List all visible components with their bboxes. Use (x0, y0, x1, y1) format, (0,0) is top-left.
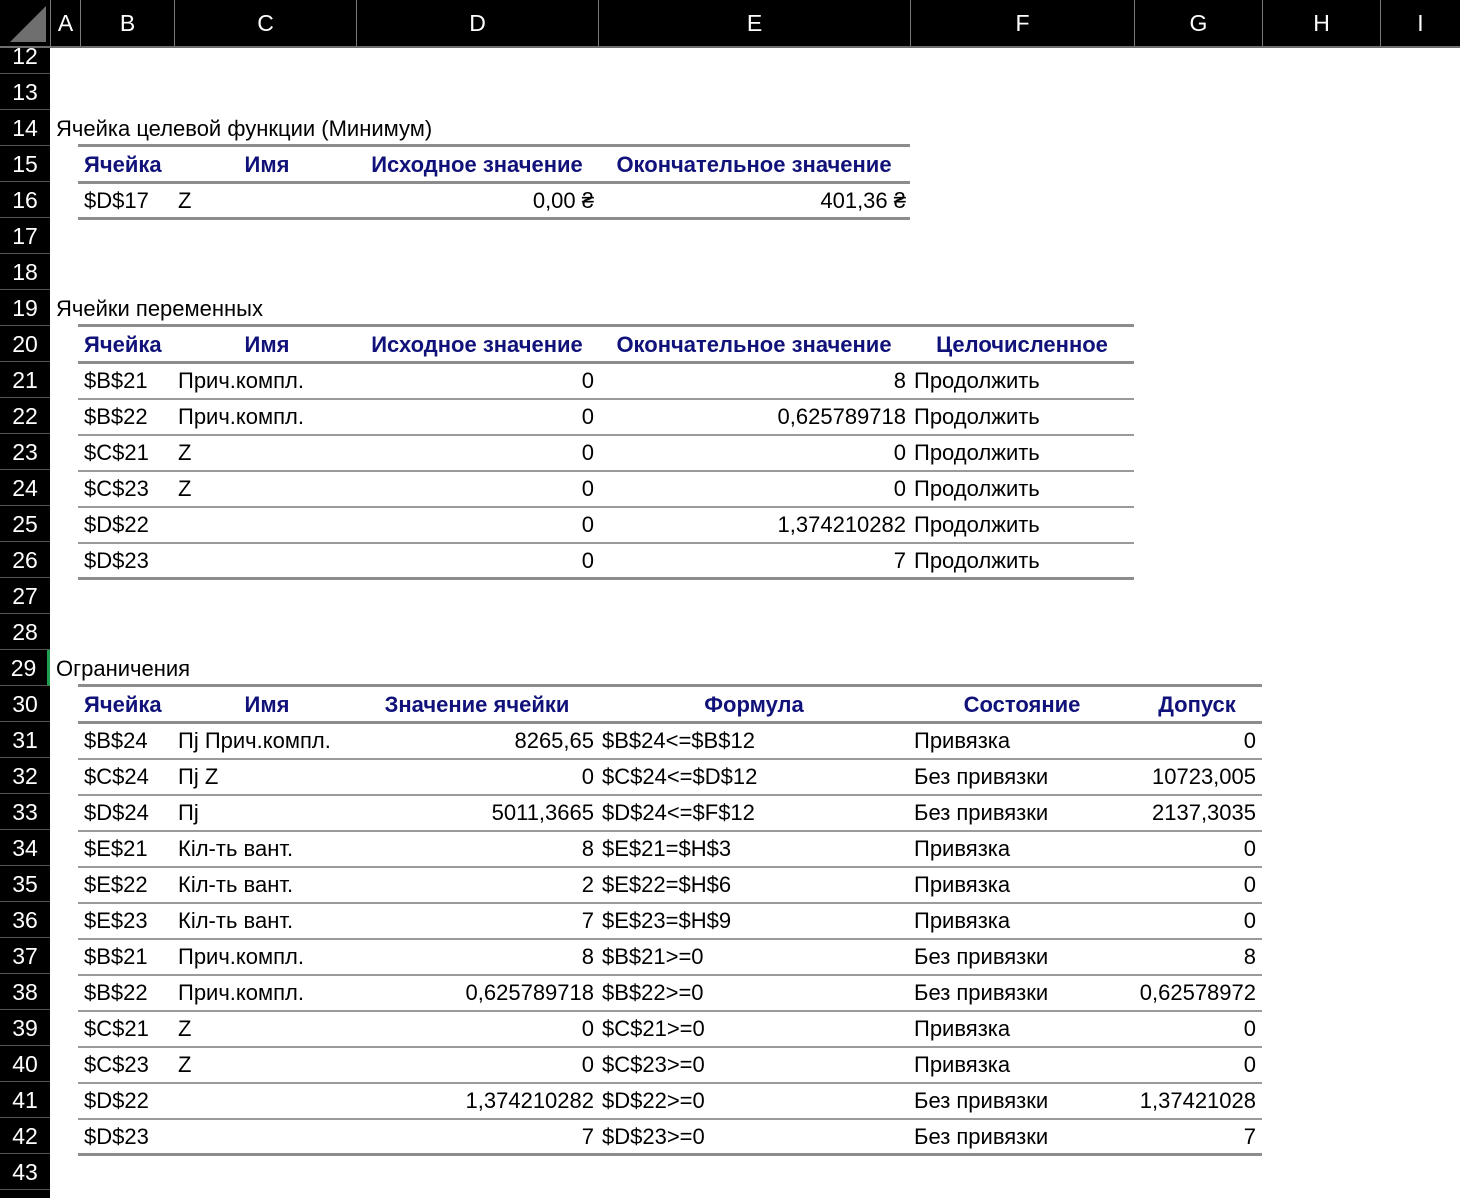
constraints-cell: $C$23 (84, 1052, 149, 1077)
variables-section-title: Ячейки переменных (56, 296, 263, 321)
row-header-20[interactable]: 20 (0, 326, 50, 362)
row-header-13[interactable]: 13 (0, 74, 50, 110)
variables-cell: 0 (581, 404, 594, 429)
objective-cell: Z (178, 188, 192, 213)
constraints-cell: 0 (1243, 1052, 1256, 1077)
constraints-cell: $E$22 (84, 872, 148, 897)
row-header-17[interactable]: 17 (0, 218, 50, 254)
constraints-cell: $E$21 (84, 836, 148, 861)
variables-cell: $D$22 (84, 512, 149, 537)
variables-cell: $B$22 (84, 404, 148, 429)
constraints-cell: Привязка (914, 836, 1011, 861)
constraints-cell: $E$22=$H$6 (602, 872, 732, 897)
variables-cell: Продолжить (914, 548, 1040, 573)
constraints-column-header: Ячейка (84, 692, 162, 717)
column-header-d[interactable]: D (356, 0, 598, 46)
constraints-cell: Привязка (914, 728, 1011, 753)
row-header-26[interactable]: 26 (0, 542, 50, 578)
variables-column-header: Ячейка (84, 332, 162, 357)
constraints-section-title: Ограничения (56, 656, 191, 681)
constraints-cell: 0 (1243, 728, 1256, 753)
constraints-cell: Пj Прич.компл. (178, 728, 331, 753)
objective-column-header: Окончательное значение (616, 152, 892, 177)
constraints-cell: $C$24<=$D$12 (602, 764, 758, 789)
constraints-cell: 7 (581, 1124, 594, 1149)
constraints-cell: Z (178, 1016, 192, 1041)
variables-cell: 1,374210282 (777, 512, 906, 537)
row-header-16[interactable]: 16 (0, 182, 50, 218)
constraints-column-header: Имя (244, 692, 290, 717)
variables-cell: Продолжить (914, 368, 1040, 393)
row-header-bar (0, 43, 50, 1198)
constraints-cell: Без привязки (914, 980, 1049, 1005)
constraints-cell (178, 1083, 356, 1119)
constraints-cell: Без привязки (914, 764, 1049, 789)
variables-cell: 0 (581, 440, 594, 465)
column-header-i[interactable]: I (1380, 0, 1460, 46)
row-header-28[interactable]: 28 (0, 614, 50, 650)
variables-cell: 0 (581, 548, 594, 573)
constraints-cell: 2 (581, 872, 594, 897)
variables-cell: Продолжить (914, 512, 1040, 537)
constraints-cell: 0 (1243, 1016, 1256, 1041)
variables-cell: 0 (581, 476, 594, 501)
variables-cell: $C$21 (84, 440, 149, 465)
objective-bottom-border (78, 217, 910, 220)
constraints-cell: $C$23>=0 (602, 1052, 705, 1077)
constraints-cell: Привязка (914, 908, 1011, 933)
variables-bottom-border (78, 577, 1134, 580)
variables-cell: Прич.компл. (178, 368, 305, 393)
variables-cell: $C$23 (84, 476, 149, 501)
row-header-41[interactable]: 41 (0, 1082, 50, 1118)
constraints-cell: Кіл-ть вант. (178, 908, 294, 933)
constraints-cell: $D$24 (84, 800, 149, 825)
constraints-cell: $D$23 (84, 1124, 149, 1149)
variables-column-header: Имя (244, 332, 290, 357)
row-header-14[interactable]: 14 (0, 110, 50, 146)
row-header-25[interactable]: 25 (0, 506, 50, 542)
constraints-cell: 8265,65 (514, 728, 594, 753)
constraints-cell: Привязка (914, 1016, 1011, 1041)
variables-cell: 8 (893, 368, 906, 393)
constraints-cell: 8 (1243, 944, 1256, 969)
variables-cell: 0 (893, 440, 906, 465)
constraints-column-header: Состояние (963, 692, 1081, 717)
row-header-31[interactable]: 31 (0, 722, 50, 758)
row-header-29[interactable]: 29 (0, 650, 50, 686)
constraints-cell: Z (178, 1052, 192, 1077)
column-header-h[interactable]: H (1262, 0, 1380, 46)
constraints-cell: Привязка (914, 1052, 1011, 1077)
constraints-cell: 0 (1243, 836, 1256, 861)
row-header-40[interactable]: 40 (0, 1046, 50, 1082)
constraints-cell: $B$24<=$B$12 (602, 728, 755, 753)
constraints-cell: Кіл-ть вант. (178, 872, 294, 897)
constraints-cell: 0 (1243, 908, 1256, 933)
row-header-15[interactable]: 15 (0, 146, 50, 182)
constraints-cell: 0 (581, 1016, 594, 1041)
variables-cell: 0,625789718 (777, 404, 906, 429)
objective-cell: 401,36 ₴ (820, 188, 906, 213)
variables-cell (178, 543, 356, 579)
constraints-cell: 1,374210282 (465, 1088, 594, 1113)
constraints-cell: $D$22 (84, 1088, 149, 1113)
row-header-18[interactable]: 18 (0, 254, 50, 290)
row-header-38[interactable]: 38 (0, 974, 50, 1010)
row-header-35[interactable]: 35 (0, 866, 50, 902)
constraints-cell: Пj (178, 800, 199, 825)
variables-cell: Продолжить (914, 404, 1040, 429)
constraints-cell: 5011,3665 (491, 800, 594, 825)
variables-cell: 7 (893, 548, 906, 573)
constraints-cell: $D$24<=$F$12 (602, 800, 755, 825)
column-header-g[interactable]: G (1134, 0, 1262, 46)
column-header-c[interactable]: C (174, 0, 356, 46)
constraints-cell: $C$21 (84, 1016, 149, 1041)
variables-column-header: Окончательное значение (616, 332, 892, 357)
column-header-e[interactable]: E (598, 0, 910, 46)
objective-cell: $D$17 (84, 188, 149, 213)
variables-cell: Прич.компл. (178, 404, 305, 429)
variables-cell: Продолжить (914, 440, 1040, 465)
constraints-cell: Прич.компл. (178, 944, 305, 969)
constraints-bottom-border (78, 1153, 1262, 1156)
row-header-21[interactable]: 21 (0, 362, 50, 398)
variables-cell: 0 (581, 368, 594, 393)
objective-section-title: Ячейка целевой функции (Минимум) (56, 116, 433, 141)
constraints-cell: 1,37421028 (1139, 1088, 1256, 1113)
variables-cell: 0 (581, 512, 594, 537)
constraints-cell: Прич.компл. (178, 980, 305, 1005)
row-header-19[interactable]: 19 (0, 290, 50, 326)
constraints-cell: 2137,3035 (1152, 800, 1256, 825)
constraints-cell: $B$22>=0 (602, 980, 704, 1005)
column-header-b[interactable]: B (80, 0, 174, 46)
constraints-cell (178, 1119, 356, 1155)
variables-cell: Z (178, 476, 192, 501)
constraints-cell: Без привязки (914, 1124, 1049, 1149)
row-header-27[interactable]: 27 (0, 578, 50, 614)
objective-column-header: Имя (244, 152, 290, 177)
row-header-33[interactable]: 33 (0, 794, 50, 830)
row-header-43[interactable]: 43 (0, 1154, 50, 1190)
row-header-37[interactable]: 37 (0, 938, 50, 974)
constraints-cell: $D$22>=0 (602, 1088, 705, 1113)
constraints-cell: Кіл-ть вант. (178, 836, 294, 861)
variables-cell: $D$23 (84, 548, 149, 573)
constraints-cell: 0 (581, 764, 594, 789)
constraints-column-header: Формула (704, 692, 804, 717)
row-header-42[interactable]: 42 (0, 1118, 50, 1154)
row-header-36[interactable]: 36 (0, 902, 50, 938)
row-header-32[interactable]: 32 (0, 758, 50, 794)
constraints-cell: 8 (581, 836, 594, 861)
constraints-cell: $D$23>=0 (602, 1124, 705, 1149)
constraints-cell: Без привязки (914, 800, 1049, 825)
column-header-f[interactable]: F (910, 0, 1134, 46)
constraints-cell: 0,625789718 (465, 980, 594, 1005)
constraints-cell: Без привязки (914, 1088, 1049, 1113)
objective-column-header: Исходное значение (371, 152, 583, 177)
constraints-cell: 0 (1243, 872, 1256, 897)
constraints-cell: $B$24 (84, 728, 148, 753)
row-header-34[interactable]: 34 (0, 830, 50, 866)
variables-cell: 0 (893, 476, 906, 501)
variables-cell (178, 507, 356, 543)
constraints-cell: $B$21>=0 (602, 944, 704, 969)
variables-cell: Продолжить (914, 476, 1040, 501)
constraints-cell: 0,62578972 (1139, 980, 1256, 1005)
row-header-12[interactable]: 12 (0, 38, 50, 74)
column-header-a[interactable]: A (50, 0, 80, 46)
objective-column-header: Ячейка (84, 152, 162, 177)
variables-column-header: Исходное значение (371, 332, 583, 357)
row-header-39[interactable]: 39 (0, 1010, 50, 1046)
constraints-cell: $C$21>=0 (602, 1016, 705, 1041)
variables-cell: $B$21 (84, 368, 148, 393)
constraints-cell: $E$21=$H$3 (602, 836, 732, 861)
constraints-cell: 0 (581, 1052, 594, 1077)
constraints-cell: $C$24 (84, 764, 149, 789)
row-header-24[interactable]: 24 (0, 470, 50, 506)
constraints-cell: 10723,005 (1152, 764, 1256, 789)
row-header-30[interactable]: 30 (0, 686, 50, 722)
row-header-22[interactable]: 22 (0, 398, 50, 434)
constraints-cell: Привязка (914, 872, 1011, 897)
row-header-23[interactable]: 23 (0, 434, 50, 470)
constraints-cell: $E$23 (84, 908, 148, 933)
constraints-cell: Пj Z (178, 764, 219, 789)
objective-cell: 0,00 ₴ (532, 188, 594, 213)
constraints-cell: 7 (581, 908, 594, 933)
constraints-column-header: Значение ячейки (384, 692, 570, 717)
constraints-cell: Без привязки (914, 944, 1049, 969)
constraints-column-header: Допуск (1158, 692, 1236, 717)
constraints-cell: $E$23=$H$9 (602, 908, 732, 933)
constraints-cell: $B$22 (84, 980, 148, 1005)
constraints-cell: 7 (1243, 1124, 1256, 1149)
constraints-cell: 8 (581, 944, 594, 969)
variables-column-header: Целочисленное (936, 332, 1108, 357)
variables-cell: Z (178, 440, 192, 465)
column-header-bar (0, 0, 1460, 48)
constraints-cell: $B$21 (84, 944, 148, 969)
